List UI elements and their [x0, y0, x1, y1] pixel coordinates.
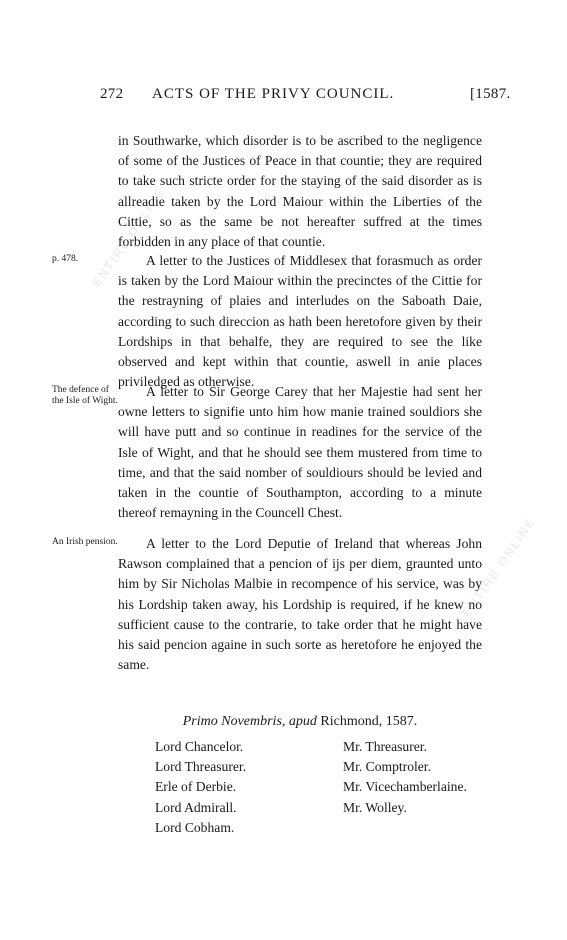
attendee: Mr. Wolley. — [343, 799, 407, 815]
meeting-date-place: Richmond, 1587. — [320, 714, 418, 729]
side-note-defence: The defence of the Isle of Wight. — [52, 385, 118, 406]
paragraph-3: A letter to Sir George Carey that her Majestie had sent her owne letters to signifie unto him how manie trained souldiors she will have putt and so continue in readines for the service of the Isle of Wight, and that he should see them mustered from time to time, and that the said nomber of souldiours should be levied and taken in the countie of Southampton, according to a minute thereof remayning in the Councell Chest. — [118, 384, 482, 521]
watermark: ENTIRE ONLINE — [459, 514, 539, 620]
side-note-pension: An Irish pension. — [52, 537, 118, 547]
attendee: Lord Threasurer. — [155, 759, 247, 775]
running-title: ACTS OF THE PRIVY COUNCIL. — [152, 86, 395, 102]
header-year: [1587. — [470, 86, 511, 102]
meeting-date-italic: Primo Novembris, apud — [182, 714, 317, 729]
paragraph-1: in Southwarke, which disorder is to be ascribed to the negligence of some of the Justices of Peace in that countie; they are required to take such stricte order for the staying of the said disorder as is allreadie taken by the Lord Maiour within the Liberties of the Cittie, so as the same be not hereafter suffred at the times forbidden in any place of that countie. — [118, 133, 482, 250]
attendee: Mr. Comptroler. — [343, 759, 431, 775]
attendee: Mr. Vicechamberlaine. — [343, 779, 467, 795]
meeting-date — [118, 714, 482, 730]
attendees-left — [155, 737, 246, 838]
side-note-page: p. 478. — [52, 254, 79, 264]
attendee: Erle of Derbie. — [155, 779, 237, 795]
paragraph-4: A letter to the Lord Deputie of Ireland that whereas John Rawson complained that a pencion of ijs per diem, graunted unto him by Sir Nicholas Malbie in recompence of his service, was by his Lordship taken away, his Lordship is required, if he knew no sufficient cause to the contrarie, to take order that he might have his said pencion againe in such sorte as heretofore he enjoyed the same. — [118, 536, 482, 673]
page-number: 272 — [100, 86, 124, 102]
attendee: Mr. Threasurer. — [343, 739, 427, 754]
attendee: Lord Cobham. — [155, 819, 235, 835]
attendees-right — [343, 737, 467, 818]
watermark: ENTIRE ONLINE — [89, 184, 169, 290]
attendee: Lord Chancelor. — [155, 739, 244, 754]
attendee: Lord Admirall. — [155, 799, 237, 815]
paragraph-2: A letter to the Justices of Middlesex that forasmuch as order is taken by the Lord Maiour within the precinctes of the Cittie for the restrayning of plaies and interludes on the Saboath Daie, according to such direccion as hath been heretofore given by their Lordships in that behalfe, they are required to see the like observed and kept within that countie, aswell in anie places priviledged as otherwise. — [118, 253, 482, 390]
